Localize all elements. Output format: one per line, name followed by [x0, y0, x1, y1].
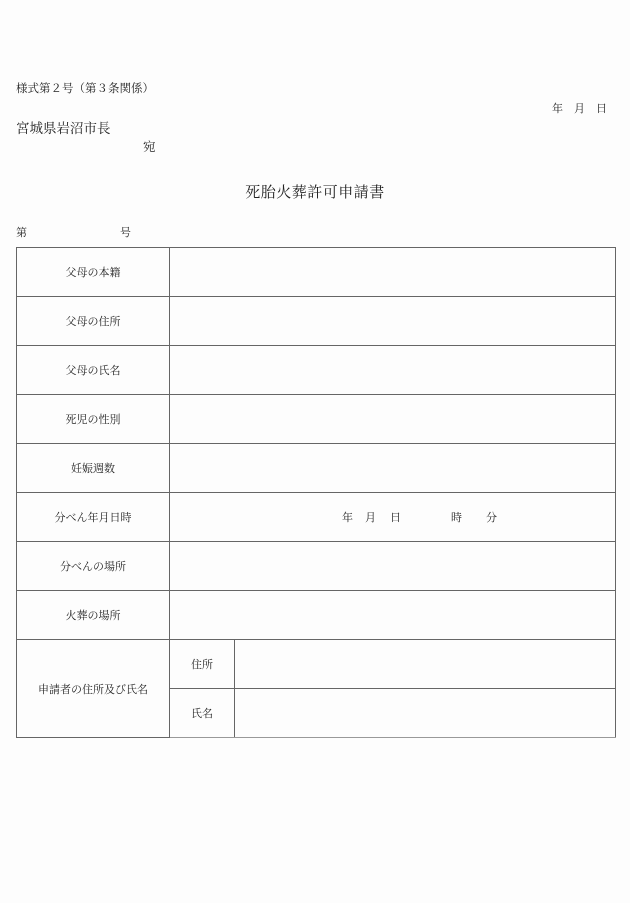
table-row [17, 591, 616, 640]
table-row [17, 542, 616, 591]
birth-datetime-field[interactable] [170, 493, 616, 542]
document-number [16, 224, 131, 240]
applicant-address-label: 住所 [170, 640, 235, 689]
hour-unit: 時 [451, 511, 462, 524]
number-suffix: 号 [120, 226, 131, 239]
minute-unit: 分 [486, 511, 497, 524]
row-label-gestation-weeks: 妊娠週数 [17, 444, 170, 493]
document-title: 死胎火葬許可申請書 [245, 183, 385, 201]
row-label-cremation-place: 火葬の場所 [17, 591, 170, 640]
table-row [17, 640, 616, 689]
cremation-place-field[interactable] [170, 591, 616, 640]
applicant-name-field[interactable] [235, 689, 616, 738]
row-label-birth-datetime: 分べん年月日時 [17, 493, 170, 542]
applicant-name-label: 氏名 [170, 689, 235, 738]
applicant-address-field[interactable] [235, 640, 616, 689]
addressee: 宮城県岩沼市長 [16, 121, 111, 137]
row-label-birth-place: 分べんの場所 [17, 542, 170, 591]
birth-place-field[interactable] [170, 542, 616, 591]
row-label-honseki: 父母の本籍 [17, 248, 170, 297]
year-unit: 年 [342, 511, 353, 524]
honorific: 宛 [143, 139, 156, 154]
parents-address-field[interactable] [170, 297, 616, 346]
row-label-sex: 死児の性別 [17, 395, 170, 444]
application-form-table [16, 247, 616, 738]
table-row [17, 395, 616, 444]
table-row [17, 346, 616, 395]
application-date: 年 月 日 [552, 102, 607, 115]
month-unit: 月 [365, 511, 376, 524]
row-label-applicant: 申請者の住所及び氏名 [17, 640, 170, 738]
table-row [17, 444, 616, 493]
row-label-parents-address: 父母の住所 [17, 297, 170, 346]
honseki-field[interactable] [170, 248, 616, 297]
number-prefix: 第 [16, 226, 27, 239]
row-label-parents-name: 父母の氏名 [17, 346, 170, 395]
day-unit: 日 [390, 511, 401, 524]
parents-name-field[interactable] [170, 346, 616, 395]
table-row [17, 297, 616, 346]
table-row [17, 248, 616, 297]
table-row [17, 493, 616, 542]
gestation-weeks-field[interactable] [170, 444, 616, 493]
sex-field[interactable] [170, 395, 616, 444]
form-number: 様式第２号（第３条関係） [16, 81, 154, 95]
